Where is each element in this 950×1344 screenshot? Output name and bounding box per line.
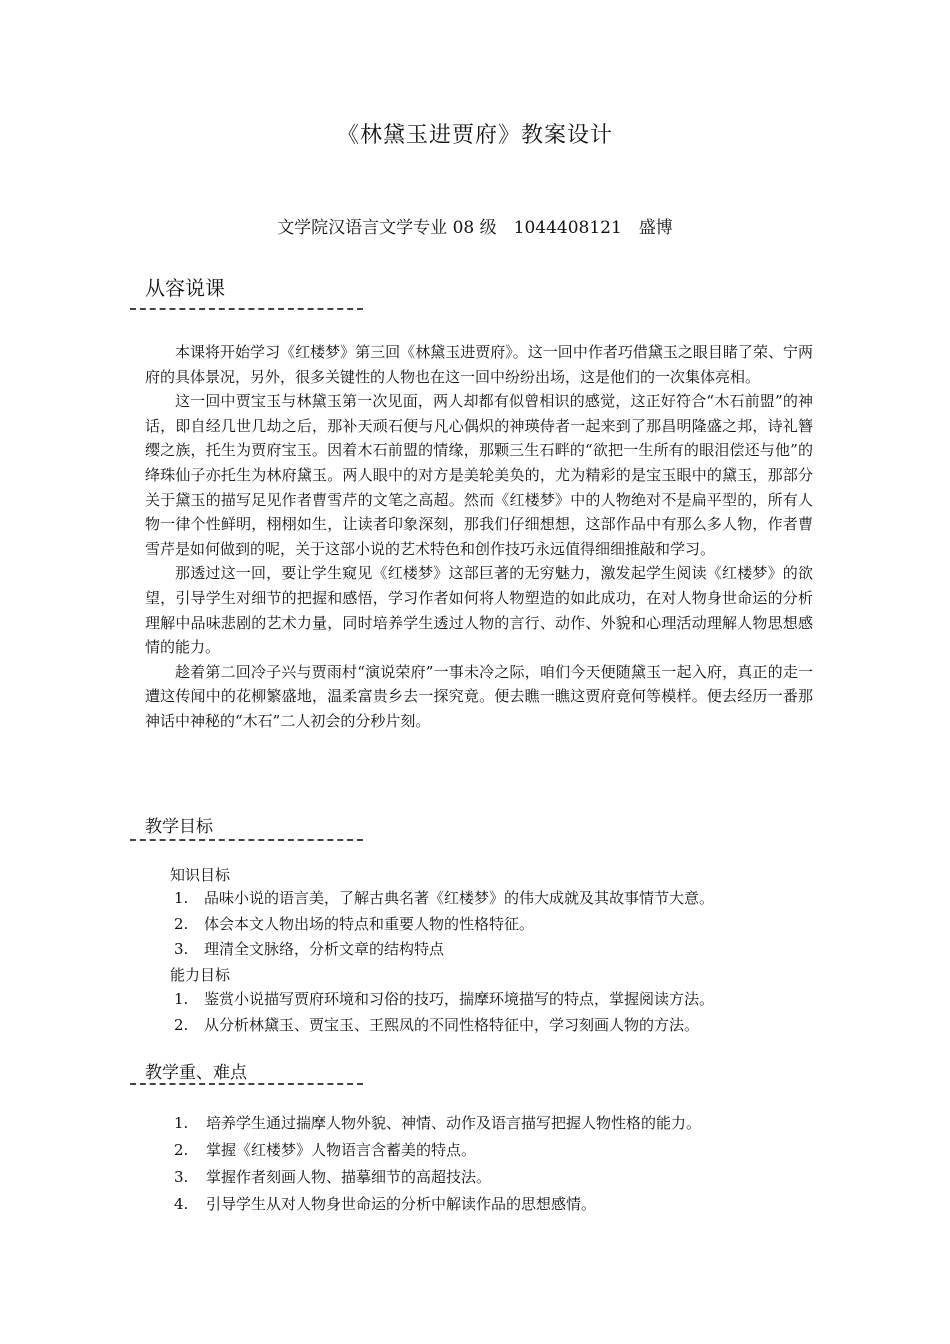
list-text: 体会本文人物出场的特点和重要人物的性格特征。 xyxy=(204,914,535,933)
list-text: 理清全文脉络，分析文章的结构特点 xyxy=(204,940,445,958)
list-number: 1. xyxy=(174,1114,189,1132)
list-number: 1. xyxy=(174,990,189,1008)
ability-goals-label: 能力目标 xyxy=(170,966,231,984)
section-divider xyxy=(130,308,363,310)
list-text: 从分析林黛玉、贾宝玉、王熙凤的不同性格特征中，学习刻画人物的方法。 xyxy=(204,1015,700,1034)
knowledge-goals-label: 知识目标 xyxy=(170,866,231,884)
key-points-list xyxy=(174,1110,814,1218)
intro-paragraph: 这一回中贾宝玉与林黛玉第一次见面，两人却都有似曾相识的感觉，这正好符合“木石前盟”的神话，即自经几世几劫之后，那补天顽石便与凡心偶炽的神瑛侍者一起来到了那昌明隆盛之邦，诗礼簪缨之族，托生为贾府宝玉。因着木石前盟的情缘，那颗三生石畔的“欲把一生所有的眼泪偿还与他”的绛珠仙子亦托生为林府黛玉。两人眼中的对方是美轮美奂的，尤为精彩的是宝玉眼中的黛玉，那部分关于黛玉的描写足见作者曹雪芹的文笔之高超。然而《红楼梦》中的人物绝对不是扁平型的，所有人物一律个性鲜明，栩栩如生，让读者印象深刻，那我们仔细想想，这部作品中有那么多人物，作者曹雪芹是如何做到的呢，关于这部小说的艺术特色和创作技巧永远值得细细推敲和学习。 xyxy=(145,392,813,558)
list-item xyxy=(174,1110,814,1137)
list-text: 培养学生通过揣摩人物外貌、神情、动作及语言描写把握人物性格的能力。 xyxy=(206,1114,702,1132)
list-text: 鉴赏小说描写贾府环境和习俗的技巧，揣摩环境描写的特点，掌握阅读方法。 xyxy=(204,990,715,1008)
list-text: 掌握作者刻画人物、描摹细节的高超技法。 xyxy=(206,1168,492,1186)
list-number: 2. xyxy=(174,1015,189,1034)
list-item xyxy=(174,1013,814,1039)
intro-paragraph: 趁着第二回冷子兴与贾雨村“演说荣府”一事未冷之际，咱们今天便随黛玉一起入府，真正的走一遭这传闻中的花柳繁盛地，温柔富贵乡去一探究竟。便去瞧一瞧这贾府竟何等模样。便去经历一番那神话中神秘的“木石”二人初会的分秒片刻。 xyxy=(145,662,813,730)
list-text: 品味小说的语言美，了解古典名著《红楼梦》的伟大成就及其故事情节大意。 xyxy=(204,889,715,907)
author-line: 文学院汉语言文学专业 08 级 1044408121 盛博 xyxy=(277,218,673,238)
ability-goals-list xyxy=(174,987,814,1038)
list-item xyxy=(174,1164,814,1191)
list-number: 4. xyxy=(174,1195,189,1213)
list-item xyxy=(174,987,814,1013)
list-number: 3. xyxy=(174,1168,189,1186)
list-item xyxy=(174,937,814,963)
list-number: 3. xyxy=(174,940,189,958)
section-divider xyxy=(130,1083,363,1085)
list-number: 2. xyxy=(174,914,189,933)
document-title: 《林黛玉进贾府》教案设计 xyxy=(336,123,613,148)
section-heading-intro: 从容说课 xyxy=(145,276,225,300)
list-item xyxy=(174,912,814,938)
intro-paragraph: 那透过这一回，要让学生窥见《红楼梦》这部巨著的无穷魅力，激发起学生阅读《红楼梦》的欲望，引导学生对细节的把握和感悟，学习作者如何将人物塑造的如此成功，在对人物身世命运的分析理解中品味悲剧的艺术力量，同时培养学生透过人物的言行、动作、外貌和心理活动理解人物思想感情的能力。 xyxy=(145,564,813,657)
section-divider xyxy=(130,839,363,841)
list-number: 2. xyxy=(174,1141,189,1159)
section-heading-key-points: 教学重、难点 xyxy=(145,1063,247,1083)
section-heading-goals: 教学目标 xyxy=(145,817,213,837)
knowledge-goals-list xyxy=(174,886,814,963)
list-text: 引导学生从对人物身世命运的分析中解读作品的思想感情。 xyxy=(206,1195,597,1213)
intro-paragraph: 本课将开始学习《红楼梦》第三回《林黛玉进贾府》。这一回中作者巧借黛玉之眼目睹了荣、宁两府的具体景况，另外，很多关键性的人物也在这一回中纷纷出场，这是他们的一次集体亮相。 xyxy=(145,343,813,386)
list-text: 掌握《红楼梦》人物语言含蓄美的特点。 xyxy=(206,1141,477,1159)
list-item xyxy=(174,886,814,912)
intro-body xyxy=(145,340,813,734)
list-item xyxy=(174,1137,814,1164)
list-number: 1. xyxy=(174,889,189,907)
list-item xyxy=(174,1191,814,1218)
